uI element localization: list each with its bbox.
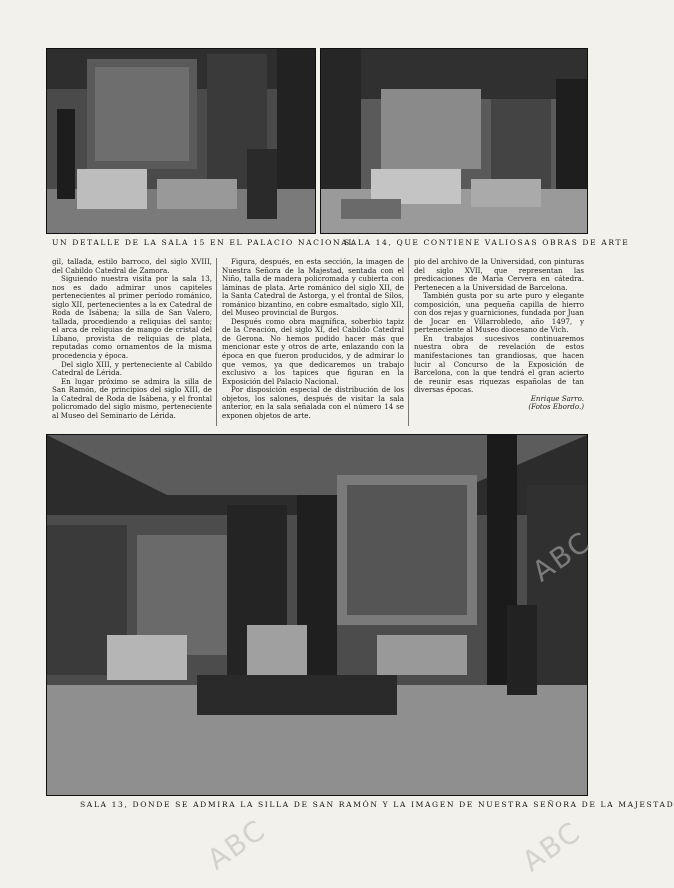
photo-sala-14: [320, 48, 588, 234]
paragraph: Por disposición especial de distribución de los objetos, los salones, después de visitar la sala anterior, en la sala señalada con el número 14 se exponen objetos de arte.: [222, 385, 404, 420]
author-signature: Enrique Sarro.: [530, 393, 584, 403]
article-column-2: [222, 258, 404, 426]
paragraph: gil, tallada, estilo barroco, del siglo XVIII, del Cabildo Catedral de Zamora.: [52, 257, 212, 275]
watermark: ABC: [201, 812, 273, 877]
watermark: ABC: [516, 814, 588, 879]
paragraph: También gusta por su arte puro y elegante composición, una pequeña capilla de hierro con dos rejas y guarniciones, fundada por Juan de Jocar en Villarrobledo, año 1497, y perteneciente al Museo diocesano de Vich.: [414, 291, 584, 335]
column-divider: [216, 258, 217, 426]
paragraph: pio del archivo de la Universidad, con pinturas del siglo XVII, que representan las predicaciones de María Cervera en cátedra. Pertenecen a la Universidad de Barcelona.: [414, 257, 584, 292]
paragraph: Siguiendo nuestra visita por la sala 13, nos es dado admirar unos capiteles pertenecientes al primer período románico, siglo XII, pertenecientes a la ex Catedral de Roda de Isábena; la silla de San Valero, tallada, procediendo a reliquias del santo; el arca de reliquias de mango de cristal del Líbano, provista de reliquias de plata, reputadas como ornamentos de la misma procedencia y época.: [52, 274, 212, 361]
caption-top-left: UN DETALLE DE LA SALA 15 EN EL PALACIO NACIONAL: [52, 238, 355, 247]
paragraph: Figura, después, en esta sección, la imagen de Nuestra Señora de la Majestad, sentada con el Niño, talla de madera policromada y cubierta con láminas de plata. Arte románico del siglo XII, de la Santa Catedral de Astorga, y el frontal de Silos, románico bizantino, en cobre esmaltado, siglo XII, del Museo provincial de Burgos.: [222, 257, 404, 318]
paragraph: Del siglo XIII, y perteneciente al Cabildo Catedral de Lérida.: [52, 359, 212, 378]
caption-top-right: SALA 14, QUE CONTIENE VALIOSAS OBRAS DE ARTE: [344, 238, 630, 247]
paragraph: En lugar próximo se admira la silla de San Ramón, de principios del siglo XIII, de la Catedral de Roda de Isábena, y el frontal policromado del siglo mismo, perteneciente al Museo del Seminario de Lérida.: [52, 376, 212, 420]
watermark: ABC: [526, 524, 598, 589]
photo-credit: (Fotos Ebordo.): [528, 402, 584, 412]
article-column-3: [414, 258, 584, 426]
caption-bottom: SALA 13, DONDE SE ADMIRA LA SILLA DE SAN RAMÓN Y LA IMAGEN DE NUESTRA SEÑORA DE LA MAJESTAD: [80, 800, 674, 809]
paragraph: Después como obra magnífica, soberbio tapiz de la Creación, del siglo XI, del Cabildo Catedral de Gerona. No hemos podido hacer más que mencionar este y otros de arte, enlazando con la época en que fueron producidos, y de admirar lo que vemos, ya que dedicaremos un trabajo exclusivo a los tapices que figuran en la Exposición del Palacio Nacional.: [222, 316, 404, 386]
article-column-1: [52, 258, 212, 426]
photo-sala-13: [46, 434, 588, 796]
column-divider: [408, 258, 409, 426]
paragraph: En trabajos sucesivos continuaremos nuestra obra de revelación de estos manifestaciones tan grandiosas, que hacen lucir al Concurso de la Exposición de Barcelona, con la que tendrá el gran acierto de reunir esas riquezas españolas de tan diversas épocas.: [414, 333, 584, 395]
photo-sala-15: [46, 48, 316, 234]
